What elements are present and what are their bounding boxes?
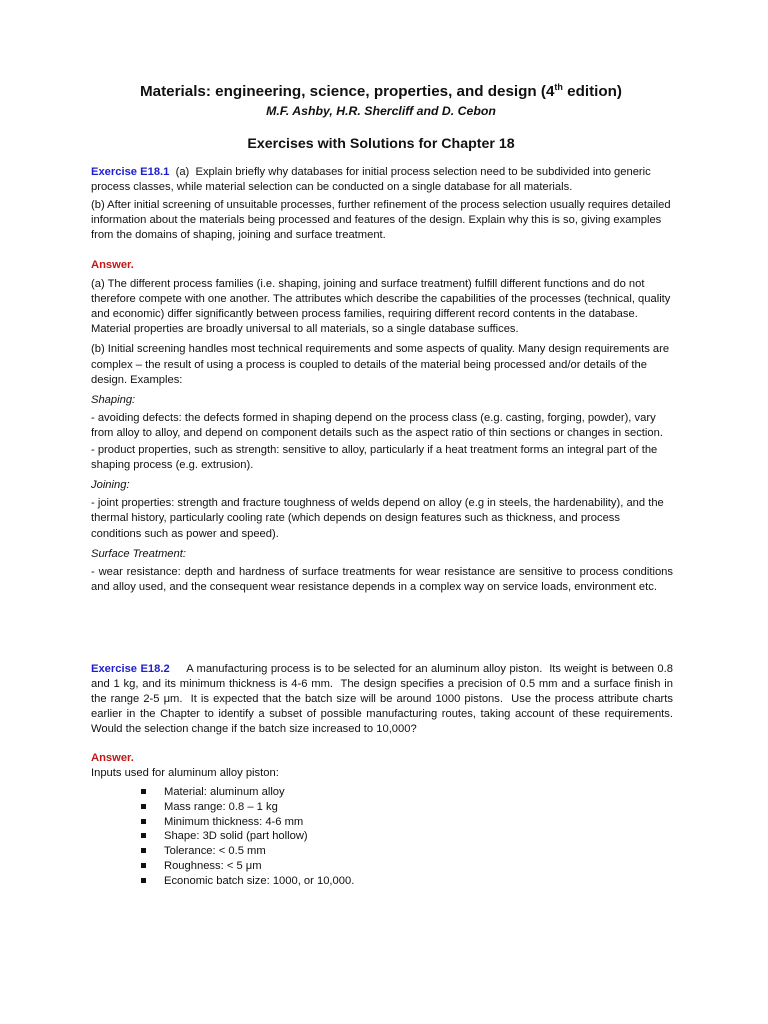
exercise-e18-1-part-a: [91, 165, 673, 195]
shaping-item-defects: - avoiding defects: the defects formed in shaping depend on the process class (e.g. casting, forging, powder), vary from alloy to alloy, and depend on component details such as the aspect ratio of thin sections or changes in section.: [91, 411, 663, 439]
answer-e18-2: [91, 751, 673, 781]
joining-item-properties: - joint properties: strength and fracture toughness of welds depend on alloy (e.g in steels, the hardenability), and the thermal history, particularly cooling rate (which depends on design features such as thickness, and process conditions such as power and speed).: [91, 497, 664, 540]
joining-heading: Joining:: [91, 479, 130, 492]
surface-item-wear: - wear resistance: depth and hardness of surface treatments for wear resistance are sensitive to process conditions and alloy used, and the consequent wear resistance depends in a complex way on service loads, environment etc.: [91, 565, 673, 593]
answer-e18-1: [91, 258, 673, 595]
answer-label: Answer.: [91, 259, 134, 271]
list-item: Shape: 3D solid (part hollow): [141, 829, 541, 844]
chapter-subtitle: Exercises with Solutions for Chapter 18: [247, 136, 515, 152]
exercise-e18-1: [91, 165, 673, 243]
exercise-label: Exercise E18.1: [91, 166, 170, 178]
list-item: Roughness: < 5 μm: [141, 859, 541, 874]
shaping-item-properties: - product properties, such as strength: sensitive to alloy, particularly if a heat treatment forms an integral part of the shaping process (e.g. extrusion).: [91, 444, 658, 472]
piston-inputs-list: [141, 785, 541, 889]
exercise-text: (a) Explain briefly why databases for initial process selection need to be subdivided into generic process classes, while material selection can be conducted on a single database for all materials.: [91, 166, 654, 194]
exercise-e18-2-text: [91, 662, 680, 737]
list-item: Minimum thickness: 4-6 mm: [141, 815, 541, 830]
list-item: Material: aluminum alloy: [141, 785, 541, 800]
answer-label: Answer.: [91, 752, 134, 764]
book-title-text: Materials: engineering, science, properties, and design (4: [140, 83, 555, 101]
list-item: Economic batch size: 1000, or 10,000.: [141, 874, 541, 889]
book-title-superscript: th: [554, 82, 563, 92]
exercise-e18-1-part-b: (b) After initial screening of unsuitable processes, further refinement of the process selection usually requires detailed information about the materials being processed and features of the design. Explain why this is so, giving examples from the domains of shaping, joining and surface treatment.: [91, 199, 671, 242]
exercise-e18-2: [91, 662, 680, 737]
list-item: Mass range: 0.8 – 1 kg: [141, 800, 541, 815]
exercise-text: A manufacturing process is to be selected for an aluminum alloy piston. Its weight is between 0.8 and 1 kg, and its minimum thickness is 4-6 mm. The design specifies a precision of 0.5 mm and a surface finish in the range 2-5 μm. It is expected that the batch size will be around 1000 pistons. Use the process attribute charts earlier in the Chapter to identify a subset of possible manufacturing routes, taking account of these requirements. Would the selection change if the batch size increased to 10,000?: [91, 663, 680, 736]
answer-intro: Inputs used for aluminum alloy piston:: [91, 767, 279, 780]
answer-part-b: (b) Initial screening handles most technical requirements and some aspects of quality. Many design requirements are complex – the result of using a process is coupled to details of the material being processed and/or details of the design. Examples:: [91, 343, 670, 386]
authors: M.F. Ashby, H.R. Shercliff and D. Cebon: [266, 104, 496, 118]
exercise-label: Exercise E18.2: [91, 663, 170, 675]
surface-treatment-heading: Surface Treatment:: [91, 547, 186, 560]
shaping-heading: Shaping:: [91, 393, 136, 406]
answer-part-a: (a) The different process families (i.e. shaping, joining and surface treatment) fulfill different functions and do not therefore compete with one another. The attributes which describe the capabilities of the processes (technical, quality and economic) differ significantly between process families, requiring different record contents in the database. Material properties are broadly universal to all materials, so a single database suffices.: [91, 278, 671, 336]
book-title-end: edition): [562, 83, 622, 101]
book-title: [91, 82, 671, 100]
list-item: Tolerance: < 0.5 mm: [141, 844, 541, 859]
